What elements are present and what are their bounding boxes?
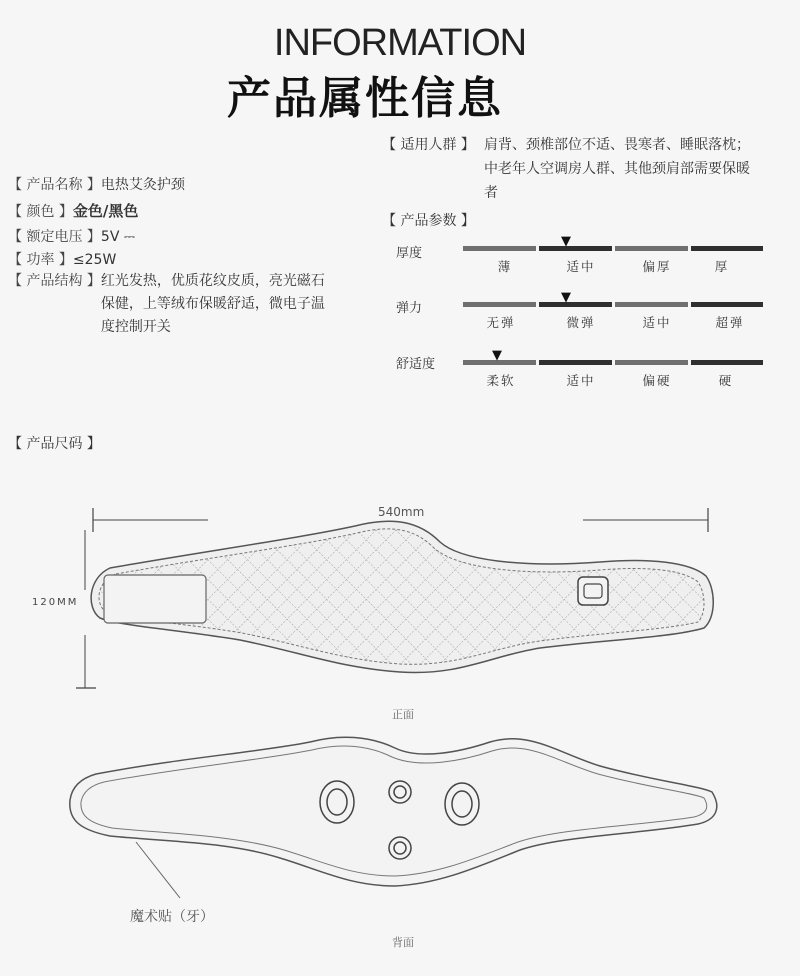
attr-power-row <box>8 249 116 272</box>
scale-segment <box>615 302 688 307</box>
velcro-label: 魔术贴（牙） <box>130 909 214 925</box>
back-caption: 背面 <box>392 936 414 949</box>
magnet-bottom-icon <box>389 837 411 859</box>
attr-key: 【 额定电压 】 <box>8 229 101 245</box>
scale-segment <box>691 246 763 251</box>
velcro-leader <box>136 842 180 898</box>
scale-tick: 硬 <box>718 373 734 388</box>
chinese-title: 产品属性信息 <box>227 73 503 124</box>
attr-key: 【 颜色 】 <box>8 204 73 220</box>
attr-structure-row <box>8 270 331 339</box>
scale-segment <box>463 246 536 251</box>
height-label: 120MM <box>32 597 79 608</box>
attr-value: ≤25W <box>72 252 117 268</box>
scale-segment <box>691 302 763 307</box>
scale-marker-icon: ▼ <box>561 234 571 249</box>
scale-segment <box>539 302 612 307</box>
scale-tick: 柔软 <box>486 373 516 388</box>
scale-label: 厚度 <box>396 246 423 261</box>
scale-bar <box>463 246 763 251</box>
size-diagram <box>0 490 800 976</box>
magnet-top-icon <box>389 781 411 803</box>
scale-segment <box>539 360 612 365</box>
scale-tick: 薄 <box>497 259 513 274</box>
magnet-right-icon <box>445 783 479 825</box>
scale-tick: 超弹 <box>715 315 745 330</box>
scale-segment <box>691 360 763 365</box>
scale-tick: 厚 <box>714 259 730 274</box>
scale-tick: 适中 <box>566 373 596 388</box>
scale-marker-icon: ▼ <box>561 290 571 305</box>
scale-segment <box>539 246 612 251</box>
audience-key: 【 适用人群 】 <box>382 137 475 153</box>
scale-tick: 偏硬 <box>642 373 672 388</box>
front-caption: 正面 <box>392 708 414 721</box>
magnet-left-icon <box>320 781 354 823</box>
attr-key: 【 产品结构 】 <box>8 273 101 289</box>
back-view <box>70 737 717 898</box>
attr-key: 【 功率 】 <box>8 252 73 268</box>
attr-value: 红光发热，优质花纹皮质，亮光磁石保健，上等绒布保暖舒适，微电子温度控制开关 <box>100 273 325 335</box>
scale-tick: 偏厚 <box>642 259 672 274</box>
scale-tick: 无弹 <box>486 315 516 330</box>
scale-segment <box>615 246 688 251</box>
scale-bar <box>463 360 763 365</box>
scale-marker-icon: ▼ <box>492 348 502 363</box>
attr-name-row <box>8 174 185 197</box>
scale-label: 弹力 <box>396 301 423 316</box>
scale-bar <box>463 302 763 307</box>
scale-label: 舒适度 <box>396 357 436 372</box>
scale-tick: 适中 <box>566 259 596 274</box>
attr-voltage-row <box>8 226 135 249</box>
attr-value: 电热艾灸护颈 <box>100 177 185 193</box>
front-view <box>91 521 713 672</box>
size-heading: 【 产品尺码 】 <box>8 436 101 452</box>
switch-icon <box>578 577 608 605</box>
attr-value: 5V ⎓ <box>100 229 136 245</box>
velcro-patch <box>104 575 206 623</box>
scale-tick: 微弹 <box>566 315 596 330</box>
english-title: INFORMATION <box>273 22 527 64</box>
attr-color-row <box>8 200 138 224</box>
scale-tick: 适中 <box>642 315 672 330</box>
params-heading: 【 产品参数 】 <box>382 213 475 229</box>
scale-segment <box>463 302 536 307</box>
audience-value: 肩背、颈椎部位不适、畏寒者、睡眠落枕；中老年人空调房人群、其他颈肩部需要保暖者 <box>484 137 750 201</box>
attr-value: 金色/黑色 <box>72 202 139 220</box>
width-label: 540mm <box>378 505 425 519</box>
attr-key: 【 产品名称 】 <box>8 177 101 193</box>
scale-segment <box>615 360 688 365</box>
